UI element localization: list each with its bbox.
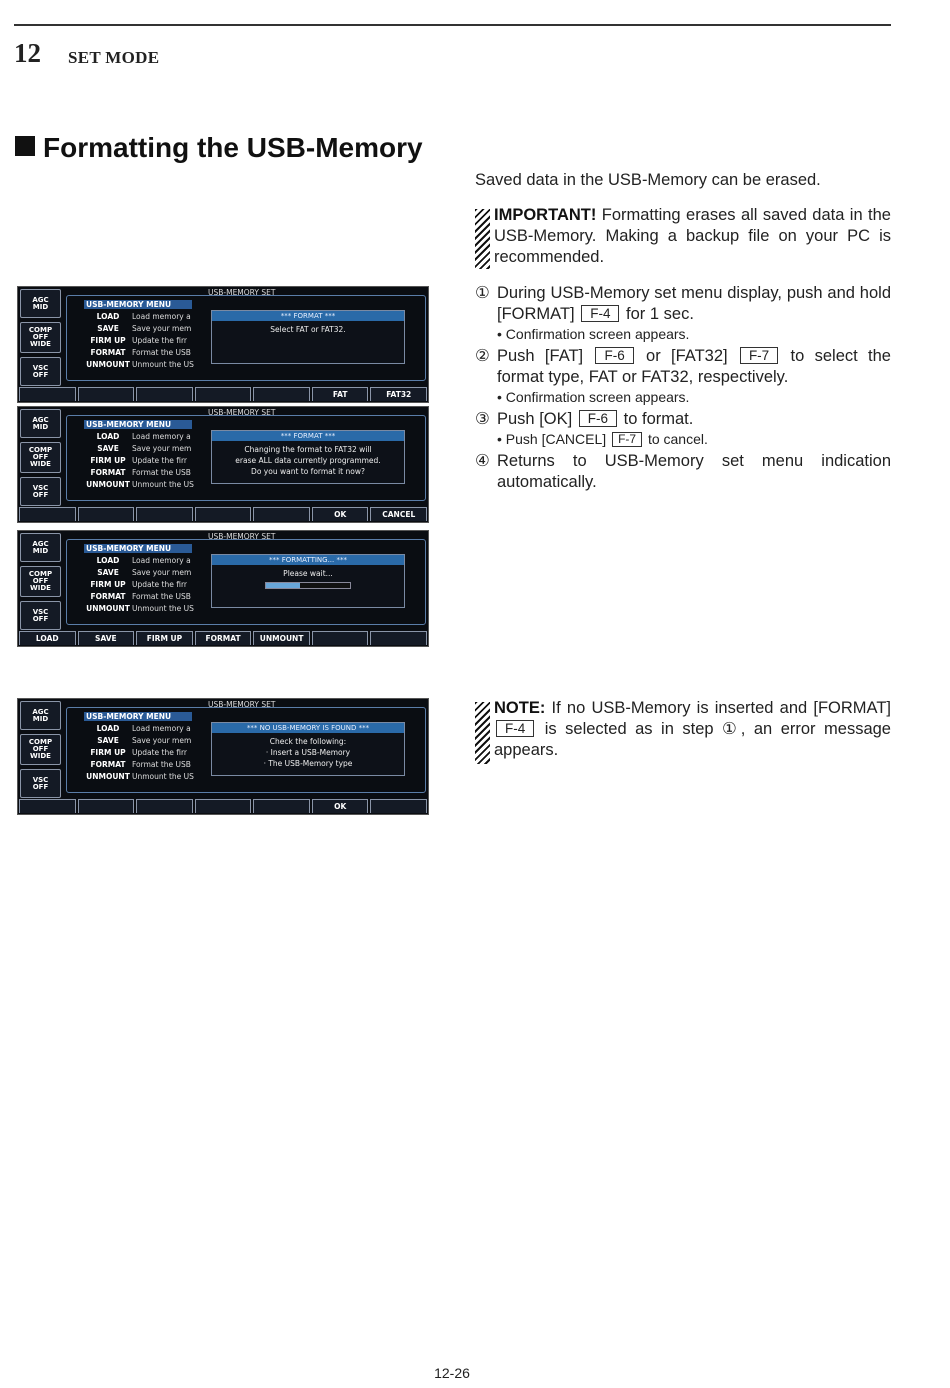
dialog-line: · The USB-Memory type: [263, 759, 353, 768]
side-key-comp[interactable]: [20, 566, 61, 597]
menu-item-save[interactable]: [84, 323, 194, 335]
important-block: [475, 205, 891, 268]
function-key-bar: [19, 507, 427, 521]
side-key-label: OFF: [32, 370, 49, 379]
menu-item-desc: Update the firr: [132, 748, 187, 757]
fkey-blank[interactable]: [136, 387, 193, 401]
step-number: ③: [475, 410, 490, 428]
menu-item-key: SAVE: [97, 324, 119, 333]
menu-item-desc: Update the firr: [132, 336, 187, 345]
step-subnote: • Confirmation screen appears.: [497, 389, 690, 405]
side-key-column: [20, 289, 61, 390]
fkey-blank[interactable]: [19, 387, 76, 401]
menu-item-desc: Save your mem: [132, 324, 192, 333]
menu-item-load[interactable]: [84, 555, 194, 567]
step-subnote: • Confirmation screen appears.: [497, 326, 690, 342]
step-text: During USB-Memory set menu display, push and hold [FORMAT]: [497, 284, 891, 323]
side-key-label: WIDE: [30, 752, 51, 760]
square-bullet-icon: [15, 136, 35, 156]
screen-no-usb-error: [17, 698, 429, 815]
menu-item-desc: Format the USB: [132, 760, 191, 769]
side-key-label: OFF: [32, 745, 49, 753]
menu-list: [84, 311, 194, 371]
step-number: ④: [475, 452, 490, 470]
step-number: ②: [475, 347, 490, 365]
side-key-label: MID: [32, 714, 49, 723]
screen-format-select: [17, 286, 429, 403]
fkey-fat32[interactable]: FAT32: [370, 387, 427, 401]
side-key-vsc[interactable]: [20, 357, 61, 386]
screen-title: USB-MEMORY SET: [208, 700, 276, 709]
note-label: NOTE:: [494, 699, 546, 717]
fkey-blank[interactable]: [136, 507, 193, 521]
side-key-label: COMP: [28, 446, 53, 454]
menu-title: USB-MEMORY MENU: [84, 300, 192, 309]
screen-title: USB-MEMORY SET: [208, 532, 276, 541]
side-key-label: COMP: [28, 326, 53, 334]
menu-title: USB-MEMORY MENU: [84, 544, 192, 553]
step-text: Push [OK]: [497, 410, 573, 428]
menu-item-format[interactable]: [84, 347, 194, 359]
side-key-label: AGC: [32, 539, 49, 548]
menu-item-key: FIRM UP: [90, 336, 126, 345]
dialog-body: [212, 441, 404, 477]
fkey-fat[interactable]: FAT: [312, 387, 369, 401]
dialog-line: Changing the format to FAT32 will: [244, 445, 372, 454]
fkey-blank[interactable]: [19, 799, 76, 813]
menu-list: [84, 723, 194, 783]
fkey-load[interactable]: LOAD: [19, 631, 76, 645]
section-title: [15, 132, 423, 164]
screen-title: USB-MEMORY SET: [208, 288, 276, 297]
screen-format-confirm: [17, 406, 429, 523]
dialog-title: *** NO USB-MEMORY IS FOUND ***: [212, 723, 404, 733]
fkey-blank[interactable]: [78, 799, 135, 813]
side-key-label: WIDE: [30, 340, 51, 348]
menu-list: [84, 555, 194, 615]
step-text: to select the format type, FAT or FAT32, respectively.: [497, 347, 891, 386]
fkey-blank[interactable]: [370, 631, 427, 645]
side-key-label: COMP: [28, 738, 53, 746]
side-key-agc[interactable]: [20, 289, 61, 318]
step-1: [475, 283, 891, 344]
fkey-blank[interactable]: [253, 507, 310, 521]
menu-title: USB-MEMORY MENU: [84, 420, 192, 429]
side-key-column: [20, 409, 61, 510]
step-text: to format.: [623, 410, 694, 428]
menu-item-desc: Save your mem: [132, 736, 192, 745]
fkey-blank[interactable]: [253, 387, 310, 401]
side-key-vsc[interactable]: [20, 477, 61, 506]
fkey-format[interactable]: FORMAT: [195, 631, 252, 645]
side-key-label: COMP: [28, 570, 53, 578]
side-key-agc[interactable]: [20, 409, 61, 438]
key-f4: F-4: [496, 720, 534, 737]
side-key-label: VSC: [32, 607, 49, 616]
menu-item-key: LOAD: [96, 312, 120, 321]
side-key-column: [20, 533, 61, 634]
step-text: Push [FAT]: [497, 347, 584, 365]
hatch-icon: [475, 209, 490, 269]
menu-item-load[interactable]: [84, 431, 194, 443]
important-text: Formatting erases all saved data in the USB-Memory. Making a backup file on your PC is recommended.: [494, 206, 891, 266]
dialog-box: [211, 430, 405, 484]
step-4: [475, 451, 891, 493]
important-label: IMPORTANT!: [494, 206, 597, 224]
dialog-line: erase ALL data currently programmed.: [235, 456, 381, 465]
side-key-column: [20, 701, 61, 802]
key-f7: F-7: [740, 347, 778, 364]
step-text: for 1 sec.: [626, 305, 694, 323]
menu-item-desc: Load memory a: [132, 312, 191, 321]
side-key-agc[interactable]: [20, 533, 61, 562]
step-text: or [FAT32]: [646, 347, 728, 365]
dialog-box: [211, 722, 405, 776]
side-key-label: OFF: [32, 490, 49, 499]
fkey-blank[interactable]: [312, 631, 369, 645]
side-key-comp[interactable]: [20, 734, 61, 765]
menu-item-desc: Unmount the US: [132, 604, 194, 613]
side-key-label: OFF: [32, 333, 49, 341]
menu-item-desc: Load memory a: [132, 724, 191, 733]
side-key-label: MID: [32, 302, 49, 311]
side-key-label: WIDE: [30, 460, 51, 468]
menu-item-firm-up[interactable]: [84, 455, 194, 467]
screen-formatting: [17, 530, 429, 647]
step-subnote: [497, 430, 891, 449]
key-f6: F-6: [579, 410, 617, 427]
side-key-agc[interactable]: [20, 701, 61, 730]
subnote-text: to cancel.: [647, 431, 708, 447]
menu-item-key: SAVE: [97, 568, 119, 577]
menu-title: USB-MEMORY MENU: [84, 712, 192, 721]
function-key-bar: [19, 631, 427, 645]
menu-item-save[interactable]: [84, 735, 194, 747]
menu-item-desc: Format the USB: [132, 468, 191, 477]
menu-item-key: FORMAT: [90, 760, 126, 769]
menu-item-key: UNMOUNT: [86, 604, 130, 613]
step-list: [475, 283, 891, 493]
menu-item-desc: Unmount the US: [132, 360, 194, 369]
side-key-label: VSC: [32, 483, 49, 492]
menu-item-unmount[interactable]: [84, 771, 194, 783]
menu-item-key: LOAD: [96, 432, 120, 441]
dialog-box: [211, 310, 405, 364]
fkey-blank[interactable]: [78, 507, 135, 521]
step-number: ①: [475, 284, 490, 302]
menu-item-desc: Unmount the US: [132, 772, 194, 781]
chapter-name: SET MODE: [68, 48, 160, 67]
menu-item-desc: Update the firr: [132, 580, 187, 589]
side-key-label: WIDE: [30, 584, 51, 592]
subnote-text: • Push [CANCEL]: [497, 431, 607, 447]
progress-fill: [266, 583, 300, 588]
menu-item-key: LOAD: [96, 724, 120, 733]
dialog-body: [212, 733, 404, 769]
fkey-firm-up[interactable]: FIRM UP: [136, 631, 193, 645]
fkey-blank[interactable]: [253, 799, 310, 813]
note-block: [475, 698, 891, 761]
fkey-blank[interactable]: [370, 799, 427, 813]
side-key-label: AGC: [32, 415, 49, 424]
key-f6: F-6: [595, 347, 633, 364]
menu-item-key: LOAD: [96, 556, 120, 565]
menu-item-save[interactable]: [84, 443, 194, 455]
key-f4: F-4: [581, 305, 619, 322]
page-number: 12-26: [434, 1365, 470, 1381]
screen-title: USB-MEMORY SET: [208, 408, 276, 417]
side-key-label: OFF: [32, 614, 49, 623]
side-key-label: AGC: [32, 707, 49, 716]
note-text: If no USB-Memory is inserted and [FORMAT]: [551, 699, 891, 717]
function-key-bar: [19, 799, 427, 813]
menu-item-key: SAVE: [97, 444, 119, 453]
note-text: is selected as in step ①, an error message appears.: [494, 720, 891, 759]
side-key-comp[interactable]: [20, 442, 61, 473]
side-key-vsc[interactable]: [20, 601, 61, 630]
section-title-text: Formatting the USB-Memory: [43, 132, 423, 163]
menu-item-load[interactable]: [84, 311, 194, 323]
menu-item-key: UNMOUNT: [86, 772, 130, 781]
key-f7: F-7: [612, 432, 642, 447]
menu-item-key: FORMAT: [90, 592, 126, 601]
menu-item-key: UNMOUNT: [86, 480, 130, 489]
fkey-unmount[interactable]: UNMOUNT: [253, 631, 310, 645]
menu-item-save[interactable]: [84, 567, 194, 579]
fkey-cancel[interactable]: CANCEL: [370, 507, 427, 521]
side-key-label: VSC: [32, 775, 49, 784]
menu-item-firm-up[interactable]: [84, 579, 194, 591]
menu-item-format[interactable]: [84, 759, 194, 771]
menu-item-desc: Unmount the US: [132, 480, 194, 489]
side-key-vsc[interactable]: [20, 769, 61, 798]
fkey-blank[interactable]: [136, 799, 193, 813]
menu-item-unmount[interactable]: [84, 479, 194, 491]
step-2: [475, 346, 891, 407]
fkey-blank[interactable]: [195, 507, 252, 521]
header-rule: [14, 24, 891, 26]
menu-list: [84, 431, 194, 491]
chapter-number: 12: [14, 38, 41, 68]
dialog-title: *** FORMATTING... ***: [212, 555, 404, 565]
menu-item-desc: Load memory a: [132, 432, 191, 441]
menu-item-unmount[interactable]: [84, 359, 194, 371]
menu-item-desc: Format the USB: [132, 592, 191, 601]
menu-item-firm-up[interactable]: [84, 335, 194, 347]
dialog-body: [212, 321, 404, 335]
dialog-body: [212, 565, 404, 589]
menu-item-format[interactable]: [84, 591, 194, 603]
fkey-blank[interactable]: [78, 387, 135, 401]
menu-item-desc: Update the firr: [132, 456, 187, 465]
step-3: [475, 409, 891, 449]
fkey-save[interactable]: SAVE: [78, 631, 135, 645]
menu-item-format[interactable]: [84, 467, 194, 479]
fkey-blank[interactable]: [195, 799, 252, 813]
progress-bar: [265, 582, 351, 589]
side-key-label: MID: [32, 422, 49, 431]
hatch-icon: [475, 702, 490, 764]
menu-item-key: SAVE: [97, 736, 119, 745]
side-key-label: OFF: [32, 453, 49, 461]
dialog-line: Select FAT or FAT32.: [270, 325, 346, 334]
menu-item-key: FORMAT: [90, 348, 126, 357]
menu-item-key: FIRM UP: [90, 748, 126, 757]
step-text: Returns to USB-Memory set menu indication automatically.: [497, 452, 891, 491]
menu-item-desc: Save your mem: [132, 568, 192, 577]
side-key-comp[interactable]: [20, 322, 61, 353]
dialog-title: *** FORMAT ***: [212, 311, 404, 321]
menu-item-desc: Load memory a: [132, 556, 191, 565]
side-key-label: MID: [32, 546, 49, 555]
menu-item-load[interactable]: [84, 723, 194, 735]
intro-text: Saved data in the USB-Memory can be erased.: [475, 171, 821, 189]
side-key-label: AGC: [32, 295, 49, 304]
dialog-box: [211, 554, 405, 608]
menu-item-firm-up[interactable]: [84, 747, 194, 759]
dialog-line: Check the following:: [269, 737, 347, 746]
fkey-ok[interactable]: OK: [312, 507, 369, 521]
fkey-blank[interactable]: [195, 387, 252, 401]
dialog-line: · Insert a USB-Memory: [265, 748, 351, 757]
dialog-title: *** FORMAT ***: [212, 431, 404, 441]
dialog-line: Do you want to format it now?: [251, 467, 365, 476]
side-key-label: OFF: [32, 577, 49, 585]
fkey-blank[interactable]: [19, 507, 76, 521]
menu-item-desc: Format the USB: [132, 348, 191, 357]
function-key-bar: [19, 387, 427, 401]
fkey-ok[interactable]: OK: [312, 799, 369, 813]
menu-item-unmount[interactable]: [84, 603, 194, 615]
menu-item-key: UNMOUNT: [86, 360, 130, 369]
menu-item-key: FORMAT: [90, 468, 126, 477]
menu-item-key: FIRM UP: [90, 580, 126, 589]
dialog-line: Please wait...: [283, 569, 333, 578]
side-key-label: OFF: [32, 782, 49, 791]
menu-item-desc: Save your mem: [132, 444, 192, 453]
side-key-label: VSC: [32, 363, 49, 372]
menu-item-key: FIRM UP: [90, 456, 126, 465]
